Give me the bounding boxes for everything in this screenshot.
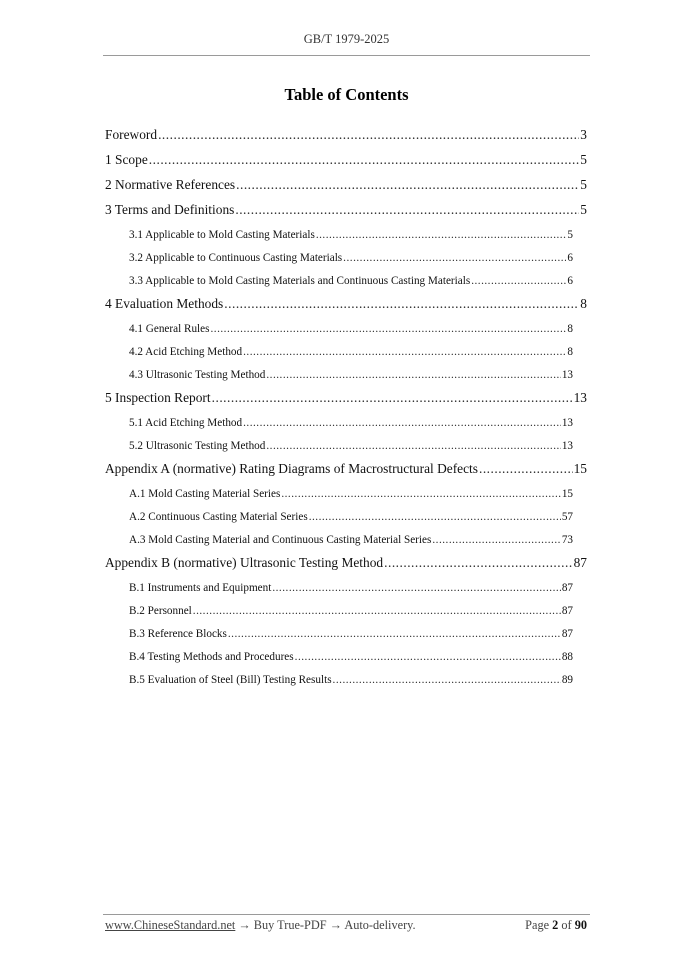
toc-subentry[interactable] [105, 241, 573, 264]
toc-entry-text: 5.1 Acid Etching Method [129, 417, 243, 429]
dot-leader [316, 229, 567, 241]
toc-subentry[interactable] [105, 571, 573, 594]
toc-title: Table of Contents [284, 85, 409, 104]
toc-entry-text: 3 Terms and Definitions [105, 202, 235, 217]
toc-entry-text: B.2 Personnel [129, 605, 192, 617]
toc-entry-page: 13 [561, 440, 573, 452]
dot-leader [149, 152, 580, 168]
dot-leader [210, 323, 566, 335]
toc-entry[interactable] [105, 118, 587, 143]
toc-subentry[interactable] [105, 617, 573, 640]
toc-entry-text: Appendix A (normative) Rating Diagrams of Macrostructural Defects [105, 461, 478, 476]
toc-entry-page: 87 [573, 555, 587, 570]
toc-entry-page: 15 [573, 461, 587, 476]
toc-entry[interactable] [105, 193, 587, 218]
dot-leader [266, 440, 560, 452]
page-of: of [561, 918, 572, 932]
dot-leader [343, 252, 566, 264]
toc-entry-page: 5 [580, 152, 587, 167]
dot-leader [243, 346, 566, 358]
toc-subentry[interactable] [105, 477, 573, 500]
toc-subentry[interactable] [105, 358, 573, 381]
toc-entry[interactable] [105, 287, 587, 312]
toc-entry-text: A.2 Continuous Casting Material Series [129, 511, 308, 523]
dot-leader [479, 461, 573, 477]
footer-divider [103, 914, 590, 915]
toc-subentry[interactable] [105, 406, 573, 429]
toc-entry-page: 73 [561, 534, 573, 546]
dot-leader [243, 417, 561, 429]
toc-entry-text: Appendix B (normative) Ultrasonic Testing Method [105, 555, 384, 570]
toc-entry-text: B.5 Evaluation of Steel (Bill) Testing Results [129, 674, 332, 686]
dot-leader [309, 511, 561, 523]
toc-entry-text: A.1 Mold Casting Material Series [129, 488, 281, 500]
toc-entry-text: B.1 Instruments and Equipment [129, 582, 272, 594]
toc-entry-page: 57 [561, 511, 573, 523]
dot-leader [384, 555, 572, 571]
dot-leader [333, 674, 561, 686]
toc-entry-text: B.4 Testing Methods and Procedures [129, 651, 294, 663]
toc-entry-text: 4.1 General Rules [129, 323, 210, 335]
footer-tagline: → Buy True-PDF → Auto-delivery. [235, 918, 416, 932]
dot-leader [272, 582, 560, 594]
toc-subentry[interactable] [105, 429, 573, 452]
toc-entry[interactable] [105, 546, 587, 571]
toc-entry[interactable] [105, 143, 587, 168]
toc-subentry[interactable] [105, 312, 573, 335]
toc-entry-page: 87 [561, 628, 573, 640]
page-header: GB/T 1979-2025 [303, 32, 390, 46]
toc-entry-page: 87 [561, 582, 573, 594]
dot-leader [235, 202, 579, 218]
toc-entry-page: 89 [561, 674, 573, 686]
table-of-contents [105, 118, 587, 686]
toc-entry-text: 4.3 Ultrasonic Testing Method [129, 369, 266, 381]
toc-subentry[interactable] [105, 218, 573, 241]
toc-entry-page: 87 [561, 605, 573, 617]
website-link[interactable]: www.ChineseStandard.net [105, 918, 236, 932]
dot-leader [432, 534, 560, 546]
dot-leader [281, 488, 560, 500]
dot-leader [471, 275, 566, 287]
dot-leader [295, 651, 561, 663]
toc-entry-page: 88 [561, 651, 573, 663]
dot-leader [212, 390, 573, 406]
toc-entry-page: 13 [561, 417, 573, 429]
toc-entry-page: 6 [567, 275, 573, 287]
page-footer [105, 918, 587, 933]
toc-entry-page: 8 [567, 323, 573, 335]
toc-entry-page: 3 [580, 127, 587, 142]
header-divider [103, 55, 590, 56]
page-number [525, 918, 587, 933]
toc-entry-page: 5 [580, 177, 587, 192]
toc-entry-page: 13 [573, 390, 587, 405]
dot-leader [228, 628, 561, 640]
toc-entry-text: 3.1 Applicable to Mold Casting Materials [129, 229, 315, 241]
toc-entry[interactable] [105, 452, 587, 477]
toc-entry-page: 8 [580, 296, 587, 311]
toc-entry-page: 8 [567, 346, 573, 358]
toc-entry-text: 3.2 Applicable to Continuous Casting Materials [129, 252, 343, 264]
page-total: 90 [574, 918, 587, 932]
toc-subentry[interactable] [105, 335, 573, 358]
toc-entry-text: A.3 Mold Casting Material and Continuous Casting Material Series [129, 534, 432, 546]
dot-leader [224, 296, 579, 312]
toc-entry-page: 5 [567, 229, 573, 241]
toc-entry-text: B.3 Reference Blocks [129, 628, 227, 640]
toc-entry[interactable] [105, 168, 587, 193]
toc-subentry[interactable] [105, 523, 573, 546]
toc-entry-page: 13 [561, 369, 573, 381]
toc-subentry[interactable] [105, 264, 573, 287]
footer-left [105, 918, 416, 933]
toc-entry-text: 4 Evaluation Methods [105, 296, 224, 311]
toc-entry-text: Foreword [105, 127, 158, 142]
toc-entry-text: 5 Inspection Report [105, 390, 211, 405]
toc-subentry[interactable] [105, 640, 573, 663]
toc-entry-text: 4.2 Acid Etching Method [129, 346, 243, 358]
dot-leader [158, 127, 579, 143]
toc-entry-text: 1 Scope [105, 152, 148, 167]
page-label: Page [525, 918, 550, 932]
dot-leader [193, 605, 561, 617]
page-current: 2 [552, 918, 559, 932]
toc-entry[interactable] [105, 381, 587, 406]
toc-entry-text: 5.2 Ultrasonic Testing Method [129, 440, 266, 452]
toc-entry-text: 2 Normative References [105, 177, 236, 192]
toc-entry-page: 6 [567, 252, 573, 264]
toc-entry-text: 3.3 Applicable to Mold Casting Materials and Continuous Casting Materials [129, 275, 471, 287]
dot-leader [236, 177, 579, 193]
dot-leader [266, 369, 560, 381]
toc-subentry[interactable] [105, 663, 573, 686]
toc-entry-page: 15 [561, 488, 573, 500]
toc-subentry[interactable] [105, 594, 573, 617]
toc-subentry[interactable] [105, 500, 573, 523]
toc-entry-page: 5 [580, 202, 587, 217]
